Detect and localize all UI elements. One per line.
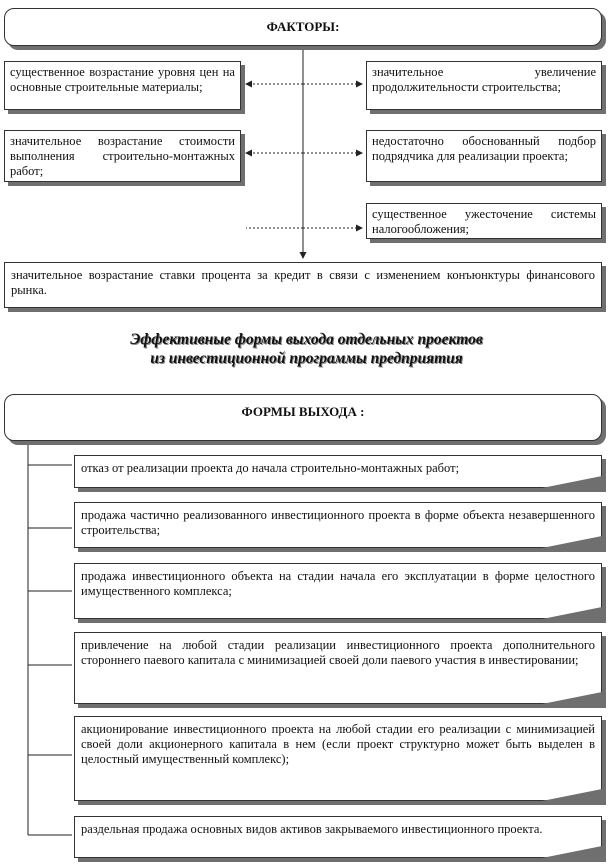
factor-box-left-2: значительное возрастание стоимости выполнения строительно-монтажных работ;: [4, 130, 241, 182]
factors-header: ФАКТОРЫ:: [4, 8, 602, 46]
exit-forms-header: ФОРМЫ ВЫХОДА :: [4, 394, 602, 441]
section-heading-line-1: Эффективные формы выхода отдельных проектов: [130, 331, 483, 348]
factor-box-right-3: существенное ужесточение системы налогообложения;: [366, 203, 602, 239]
factor-box-right-1: значительное увеличение продолжительности строительства;: [366, 61, 602, 110]
section-heading-line-2: из инвестиционной программы предприятия: [150, 350, 463, 367]
exit-form-item-4: привлечение на любой стадии реализации инвестиционного проекта дополнительного стороннего паевого капитала с минимизацией своей доли паевого участия в инвестировании;: [74, 632, 602, 704]
factor-box-right-2: недостаточно обоснованный подбор подрядчика для реализации проекта;: [366, 130, 602, 182]
exit-form-item-1: отказ от реализации проекта до начала строительно-монтажных работ;: [74, 455, 602, 488]
factor-box-left-1: существенное возрастание уровня цен на основные строительные материалы;: [4, 61, 241, 110]
exit-form-item-6: раздельная продажа основных видов активов закрываемого инвестиционного проекта.: [74, 816, 602, 858]
factor-box-bottom: значительное возрастание ставки процента за кредит в связи с изменением конъюнктуры финансового рынка.: [4, 262, 602, 308]
exit-form-item-3: продажа инвестиционного объекта на стадии начала его эксплуатации в форме целостного имущественного комплекса;: [74, 563, 602, 619]
exit-form-item-2: продажа частично реализованного инвестиционного проекта в форме объекта незавершенного строительства;: [74, 502, 602, 548]
exit-form-item-5: акционирование инвестиционного проекта на любой стадии его реализации с минимизацией своей доли акционерного капитала в нем (если проект структурно может быть выделен в целостный имущественный комплекс);: [74, 716, 602, 801]
